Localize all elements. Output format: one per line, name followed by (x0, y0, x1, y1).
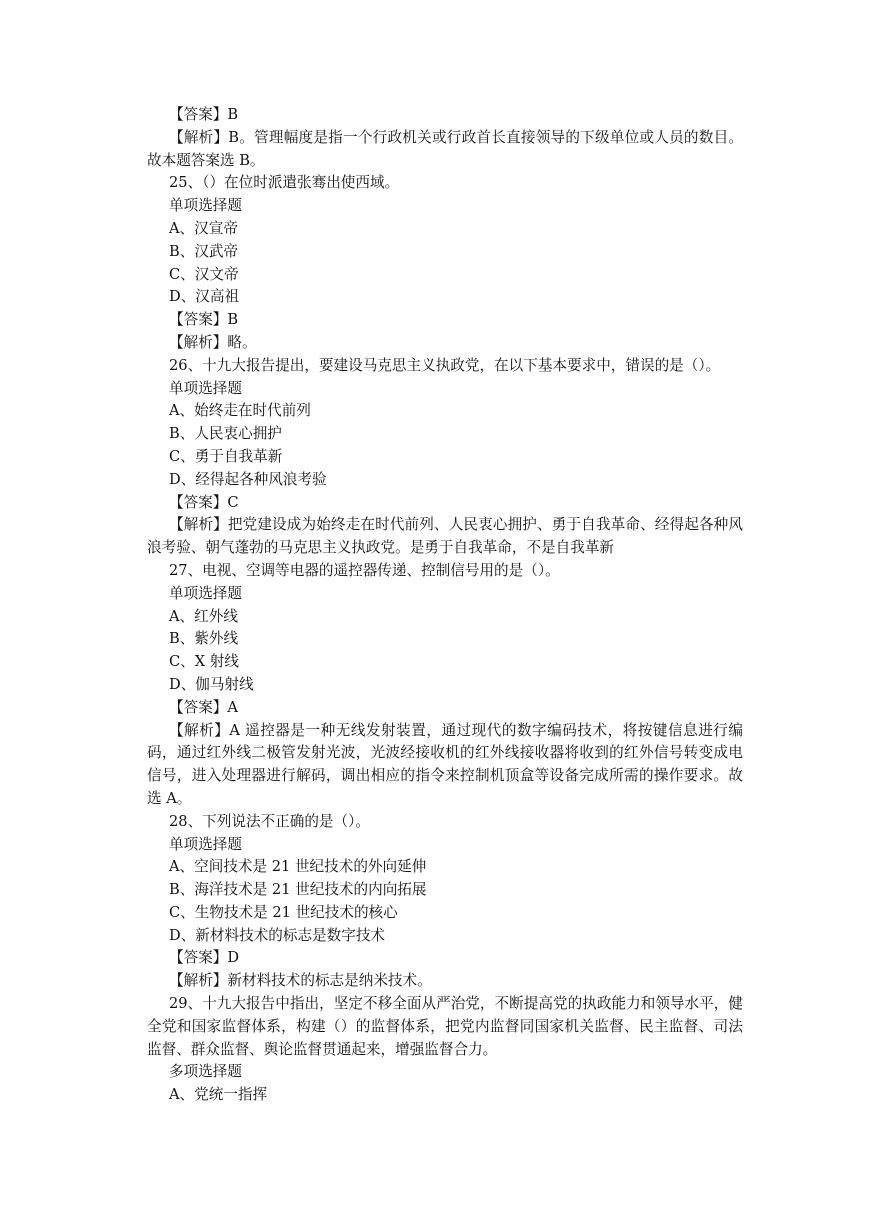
option-27-c: C、X 射线 (169, 653, 239, 671)
option-29-a: A、党统一指挥 (169, 1086, 268, 1104)
option-27-d: D、伽马射线 (169, 675, 254, 693)
question-26: 26、十九大报告提出，要建设马克思主义执政党，在以下基本要求中，错误的是（）。 (169, 356, 721, 374)
option-26-b: B、人民衷心拥护 (169, 425, 282, 443)
option-25-b: B、汉武帝 (169, 242, 239, 260)
answer-27: 【答案】A (169, 698, 238, 716)
question-29: 29、十九大报告中指出，坚定不移全面从严治党，不断提高党的执政能力和领导水平，健全党和国家监督体系，构建（）的监督体系，把党内监督同国家机关监督、民主监督、司法监督、群众监督、舆论监督贯通起来，增强监督合力。 (147, 995, 743, 1058)
option-27-b: B、紫外线 (169, 630, 239, 648)
question-type-29: 多项选择题 (169, 1063, 242, 1081)
analysis-27: 【解析】A 遥控器是一种无线发射装置，通过现代的数字编码技术，将按键信息进行编码，通过红外线二极管发射光波，光波经接收机的红外线接收器将收到的红外信号转变成电信号，进入处理器进行解码，调出相应的指令来控制机顶盒等设备完成所需的操作要求。故选 A。 (147, 721, 743, 807)
option-28-a: A、空间技术是 21 世纪技术的外向延伸 (169, 858, 427, 876)
answer-25: 【答案】B (169, 311, 239, 329)
option-26-c: C、勇于自我革新 (169, 447, 283, 465)
question-type-26: 单项选择题 (169, 379, 242, 397)
option-25-d: D、汉高祖 (169, 288, 240, 306)
option-27-a: A、红外线 (169, 607, 238, 625)
option-25-c: C、汉文帝 (169, 265, 239, 283)
answer-28: 【答案】D (169, 949, 240, 967)
question-type-28: 单项选择题 (169, 835, 242, 853)
option-28-d: D、新材料技术的标志是数字技术 (169, 926, 386, 944)
analysis-25: 【解析】略。 (169, 333, 257, 351)
option-26-d: D、经得起各种风浪考验 (169, 470, 327, 488)
option-28-c: C、生物技术是 21 世纪技术的核心 (169, 903, 398, 921)
option-26-a: A、始终走在时代前列 (169, 402, 311, 420)
option-25-a: A、汉宣帝 (169, 219, 238, 237)
answer-24: 【答案】B (169, 106, 239, 123)
answer-26: 【答案】C (169, 493, 239, 511)
question-type-25: 单项选择题 (169, 197, 242, 215)
question-28: 28、下列说法不正确的是（）。 (169, 812, 370, 830)
analysis-26: 【解析】把党建设成为始终走在时代前列、人民衷心拥护、勇于自我革命、经得起各种风浪考验、朝气蓬勃的马克思主义执政党。是勇于自我革命，不是自我革新 (147, 516, 743, 557)
option-28-b: B、海洋技术是 21 世纪技术的内向拓展 (169, 881, 427, 899)
analysis-24: 【解析】B。管理幅度是指一个行政机关或行政首长直接领导的下级单位或人员的数目。故本题答案选 B。 (147, 128, 743, 169)
question-27: 27、电视、空调等电器的遥控器传递、控制信号用的是（）。 (169, 561, 560, 579)
question-25: 25、（）在位时派遣张骞出使西域。 (169, 174, 400, 192)
question-type-27: 单项选择题 (169, 584, 242, 602)
analysis-28: 【解析】新材料技术的标志是纳米技术。 (169, 972, 432, 990)
document-page (147, 104, 743, 1107)
